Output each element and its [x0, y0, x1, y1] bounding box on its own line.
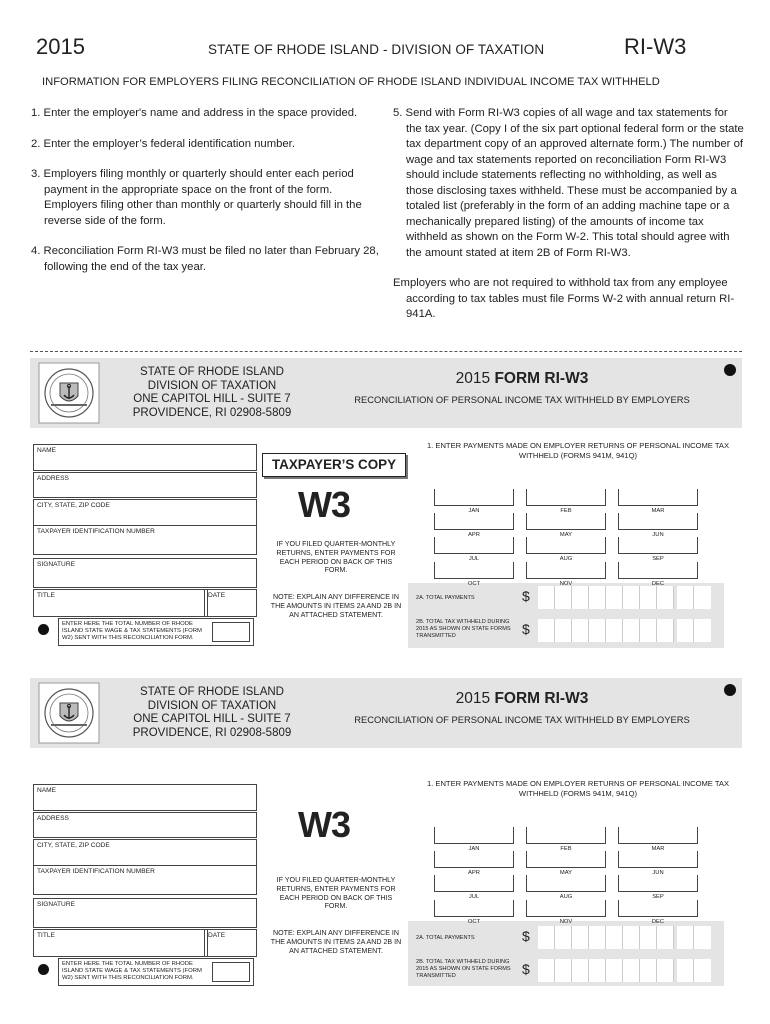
month-label-oct: OCT — [467, 919, 481, 925]
month-input-may[interactable] — [526, 513, 606, 530]
registration-mark — [38, 964, 49, 975]
address-field[interactable]: ADDRESS — [33, 472, 257, 498]
form-banner — [30, 678, 742, 748]
tin-field[interactable]: TAXPAYER IDENTIFICATION NUMBER — [33, 865, 257, 895]
digit-box[interactable] — [623, 586, 640, 609]
digit-box[interactable] — [694, 619, 711, 642]
quarterly-note: IF YOU FILED QUARTER-MONTHLY RETURNS, ENTER PAYMENTS FOR EACH PERIOD ON BACK OF THIS FORM. — [276, 876, 396, 911]
digit-box[interactable] — [538, 959, 555, 982]
month-input-jun[interactable] — [618, 513, 698, 530]
month-label-jul: JUL — [468, 556, 480, 562]
month-label-jul: JUL — [468, 894, 480, 900]
date-field[interactable]: DATE — [204, 929, 257, 957]
digit-box[interactable] — [589, 619, 606, 642]
total-withheld-label: 2B. TOTAL TAX WITHHELD DURING 2015 AS SHOWN ON STATE FORMS TRANSMITTED — [416, 619, 511, 639]
w2-count-box: ENTER HERE THE TOTAL NUMBER OF RHODE ISLAND STATE WAGE & TAX STATEMENTS (FORM W2) SENT WITH THIS RECONCILIATION FORM. — [58, 618, 254, 646]
total-payments-input[interactable] — [538, 926, 711, 949]
digit-box[interactable] — [623, 619, 640, 642]
form-subtitle: RECONCILIATION OF PERSONAL INCOME TAX WITHHELD BY EMPLOYERS — [354, 394, 690, 405]
address-field[interactable]: ADDRESS — [33, 812, 257, 838]
digit-box[interactable] — [606, 959, 623, 982]
agency-address: STATE OF RHODE ISLAND DIVISION OF TAXATION ONE CAPITOL HILL - SUITE 7 PROVIDENCE, RI 02908-5809 — [132, 686, 292, 739]
dollar-sign: $ — [522, 961, 530, 977]
month-input-nov[interactable] — [526, 562, 606, 579]
digit-box[interactable] — [677, 619, 694, 642]
total-withheld-input[interactable] — [538, 619, 711, 642]
digit-box[interactable] — [606, 586, 623, 609]
title-field[interactable]: TITLE — [33, 589, 208, 617]
w2-count-input[interactable] — [212, 622, 250, 642]
name-field[interactable]: NAME — [33, 784, 257, 811]
registration-mark — [38, 624, 49, 635]
quarterly-note: IF YOU FILED QUARTER-MONTHLY RETURNS, ENTER PAYMENTS FOR EACH PERIOD ON BACK OF THIS FORM. — [276, 540, 396, 575]
month-input-jul[interactable] — [434, 537, 514, 554]
w2-count-input[interactable] — [212, 962, 250, 982]
month-label-dec: DEC — [651, 581, 665, 587]
instruction-6: Employers who are not required to withhold tax from any employee according to tax tables must file Forms W-2 with annual return RI-941A. — [393, 277, 735, 320]
dollar-sign: $ — [522, 928, 530, 944]
month-input-jun[interactable] — [618, 851, 698, 868]
month-label-may: MAY — [559, 532, 573, 538]
instruction-4: 4. Reconciliation Form RI-W3 must be filed no later than February 28, following the end of the tax year. — [31, 245, 379, 273]
difference-note: NOTE: EXPLAIN ANY DIFFERENCE IN THE AMOUNTS IN ITEMS 2A AND 2B IN AN ATTACHED STATEMENT. — [270, 929, 402, 955]
digit-box[interactable] — [606, 926, 623, 949]
month-input-apr[interactable] — [434, 851, 514, 868]
digit-box[interactable] — [694, 586, 711, 609]
month-input-aug[interactable] — [526, 875, 606, 892]
agency-title: STATE OF RHODE ISLAND - DIVISION OF TAXATION — [208, 42, 545, 57]
digit-box[interactable] — [677, 586, 694, 609]
month-input-dec[interactable] — [618, 562, 698, 579]
taxpayer-copy-label: TAXPAYER’S COPY — [262, 453, 406, 477]
month-input-may[interactable] — [526, 851, 606, 868]
form-section-taxpayer-copy — [30, 352, 742, 674]
payments-title: 1. ENTER PAYMENTS MADE ON EMPLOYER RETURNS OF PERSONAL INCOME TAX WITHHELD (FORMS 941M, 941Q) — [426, 779, 730, 799]
month-label-aug: AUG — [559, 556, 573, 562]
month-input-jan[interactable] — [434, 827, 514, 844]
total-payments-label: 2A. TOTAL PAYMENTS — [416, 595, 475, 601]
totals-box — [408, 921, 724, 986]
month-label-sep: SEP — [652, 894, 664, 900]
signature-field[interactable]: SIGNATURE — [33, 558, 257, 588]
month-label-oct: OCT — [467, 581, 481, 587]
month-input-jan[interactable] — [434, 489, 514, 506]
month-label-sep: SEP — [652, 556, 664, 562]
date-field[interactable]: DATE — [204, 589, 257, 617]
digit-box[interactable] — [657, 586, 674, 609]
digit-box[interactable] — [694, 959, 711, 982]
payments-title: 1. ENTER PAYMENTS MADE ON EMPLOYER RETURNS OF PERSONAL INCOME TAX WITHHELD (FORMS 941M, 941Q) — [426, 441, 730, 461]
city-state-zip-field[interactable]: CITY, STATE, ZIP CODE — [33, 839, 257, 866]
tin-field[interactable]: TAXPAYER IDENTIFICATION NUMBER — [33, 525, 257, 555]
registration-mark — [724, 684, 736, 696]
digit-box[interactable] — [589, 586, 606, 609]
w3-label: W3 — [298, 484, 350, 525]
w2-count-box: ENTER HERE THE TOTAL NUMBER OF RHODE ISLAND STATE WAGE & TAX STATEMENTS (FORM W2) SENT WITH THIS RECONCILIATION FORM. — [58, 958, 254, 986]
digit-box[interactable] — [623, 926, 640, 949]
month-input-dec[interactable] — [618, 900, 698, 917]
digit-box[interactable] — [640, 926, 657, 949]
instructions-left — [31, 106, 381, 290]
state-seal-icon — [38, 682, 100, 744]
state-seal-icon — [38, 362, 100, 424]
digit-box[interactable] — [555, 926, 572, 949]
city-state-zip-field[interactable]: CITY, STATE, ZIP CODE — [33, 499, 257, 526]
month-label-aug: AUG — [559, 894, 573, 900]
month-input-nov[interactable] — [526, 900, 606, 917]
digit-box[interactable] — [572, 619, 589, 642]
form-subtitle: RECONCILIATION OF PERSONAL INCOME TAX WITHHELD BY EMPLOYERS — [354, 714, 690, 725]
digit-box[interactable] — [640, 586, 657, 609]
month-label-feb: FEB — [560, 846, 572, 852]
digit-box[interactable] — [694, 926, 711, 949]
month-input-mar[interactable] — [618, 827, 698, 844]
digit-box[interactable] — [538, 619, 555, 642]
totals-box — [408, 583, 724, 648]
month-input-oct[interactable] — [434, 562, 514, 579]
instruction-1: 1. Enter the employer's name and address in the space provided. — [31, 107, 358, 119]
month-input-oct[interactable] — [434, 900, 514, 917]
digit-box[interactable] — [677, 959, 694, 982]
month-input-apr[interactable] — [434, 513, 514, 530]
registration-mark — [724, 364, 736, 376]
digit-box[interactable] — [572, 586, 589, 609]
digit-box[interactable] — [555, 586, 572, 609]
dollar-sign: $ — [522, 621, 530, 637]
instructions-right — [393, 106, 745, 338]
instruction-5: 5. Send with Form RI-W3 copies of all wage and tax statements for the tax year. (Copy I of the six part optional federal form or the state tax department copy of an approved alternate form.) The number of wage and tax statements reported on reconciliation Form RI-W3 should include statements reflecting no withholding, as well as those disclosing taxes withheld. These must be accompanied by a totaled list (preferably in the form of an adding machine tape or a mechanically prepared listing) of the amounts of income tax withheld as shown on the Form W-2. This total should agree with the amount stated at item 2B of Form RI-W3. — [393, 107, 744, 259]
w3-label: W3 — [298, 804, 350, 845]
month-input-sep[interactable] — [618, 537, 698, 554]
form-title: 2015 FORM RI-W3 — [455, 690, 589, 707]
digit-box[interactable] — [572, 959, 589, 982]
month-label-mar: MAR — [651, 846, 665, 852]
total-withheld-input[interactable] — [538, 959, 711, 982]
digit-box[interactable] — [606, 619, 623, 642]
month-label-apr: APR — [468, 870, 480, 876]
total-withheld-label: 2B. TOTAL TAX WITHHELD DURING 2015 AS SHOWN ON STATE FORMS TRANSMITTED — [416, 959, 511, 979]
digit-box[interactable] — [640, 619, 657, 642]
digit-box[interactable] — [640, 959, 657, 982]
month-input-jul[interactable] — [434, 875, 514, 892]
month-input-feb[interactable] — [526, 827, 606, 844]
total-payments-input[interactable] — [538, 586, 711, 609]
month-label-dec: DEC — [651, 919, 665, 925]
digit-box[interactable] — [657, 959, 674, 982]
instruction-3: 3. Employers filing monthly or quarterly should enter each period payment in the appropriate space on the front of the form. Employers filing other than monthly or quarterly should fill in the reverse side of the form. — [31, 168, 362, 227]
form-code: RI-W3 — [624, 34, 687, 59]
month-input-sep[interactable] — [618, 875, 698, 892]
digit-box[interactable] — [623, 959, 640, 982]
form-title: 2015 FORM RI-W3 — [455, 370, 589, 387]
tax-year: 2015 — [36, 34, 85, 59]
digit-box[interactable] — [677, 926, 694, 949]
digit-box[interactable] — [589, 926, 606, 949]
difference-note: NOTE: EXPLAIN ANY DIFFERENCE IN THE AMOUNTS IN ITEMS 2A AND 2B IN AN ATTACHED STATEMENT. — [270, 593, 402, 619]
title-field[interactable]: TITLE — [33, 929, 208, 957]
digit-box[interactable] — [555, 619, 572, 642]
agency-address: STATE OF RHODE ISLAND DIVISION OF TAXATION ONE CAPITOL HILL - SUITE 7 PROVIDENCE, RI 02908-5809 — [132, 366, 292, 419]
month-label-jan: JAN — [468, 508, 480, 514]
month-label-nov: NOV — [559, 581, 573, 587]
month-label-jun: JUN — [652, 870, 664, 876]
month-label-mar: MAR — [651, 508, 665, 514]
instructions-heading: INFORMATION FOR EMPLOYERS FILING RECONCILIATION OF RHODE ISLAND INDIVIDUAL INCOME TAX WITHHELD — [42, 76, 660, 88]
form-section-return-copy — [30, 672, 742, 994]
digit-box[interactable] — [538, 586, 555, 609]
dollar-sign: $ — [522, 588, 530, 604]
total-payments-label: 2A. TOTAL PAYMENTS — [416, 935, 475, 941]
digit-box[interactable] — [555, 959, 572, 982]
signature-field[interactable]: SIGNATURE — [33, 898, 257, 928]
month-input-feb[interactable] — [526, 489, 606, 506]
form-banner — [30, 358, 742, 428]
digit-box[interactable] — [572, 926, 589, 949]
name-field[interactable]: NAME — [33, 444, 257, 471]
instruction-2: 2. Enter the employer’s federal identification number. — [31, 137, 295, 150]
digit-box[interactable] — [538, 926, 555, 949]
month-label-may: MAY — [559, 870, 573, 876]
month-label-nov: NOV — [559, 919, 573, 925]
month-label-apr: APR — [468, 532, 480, 538]
month-input-aug[interactable] — [526, 537, 606, 554]
month-label-feb: FEB — [560, 508, 572, 514]
month-label-jan: JAN — [468, 846, 480, 852]
month-label-jun: JUN — [652, 532, 664, 538]
digit-box[interactable] — [657, 619, 674, 642]
month-input-mar[interactable] — [618, 489, 698, 506]
digit-box[interactable] — [589, 959, 606, 982]
digit-box[interactable] — [657, 926, 674, 949]
